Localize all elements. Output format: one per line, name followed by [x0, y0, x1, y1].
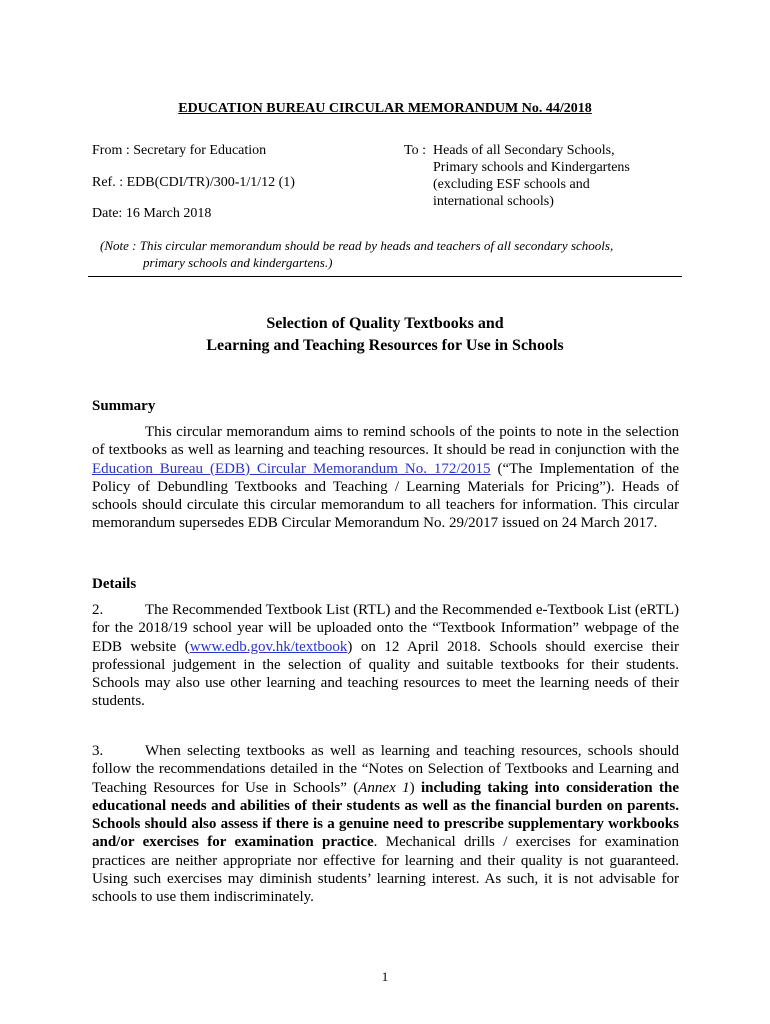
- summary-heading: Summary: [92, 398, 156, 414]
- reading-note: [100, 237, 700, 271]
- to-label: To :: [404, 143, 426, 158]
- header-divider: [88, 276, 682, 277]
- circular-title: EDUCATION BUREAU CIRCULAR MEMORANDUM No. 44/2018: [178, 101, 592, 116]
- summary-paragraph: [92, 423, 679, 533]
- paragraph-3-number: 3.: [92, 743, 104, 759]
- summary-text-1: This circular memorandum aims to remind schools of the points to note in the selection of textbooks as well as learning and teaching resources. It should be read in conjunction with the: [92, 424, 679, 459]
- paragraph-2-number: 2.: [92, 602, 104, 618]
- recipient-line: Primary schools and Kindergartens: [433, 160, 630, 175]
- paragraph-2-text-2: ) on 12 April 2018. Schools should exercise their professional judgement in the selection of quality and suitable textbooks for their students. Schools may also use other learning and teaching resources to meet the learning needs of their students.: [92, 638, 679, 710]
- note-line-1: (Note : This circular memorandum should be read by heads and teachers of all secondary schools,: [100, 238, 614, 253]
- circular-172-2015-link[interactable]: Education Bureau (EDB) Circular Memorandum No. 172/2015: [92, 460, 491, 477]
- paragraph-3: [92, 742, 679, 907]
- paragraph-3-text-3: . Mechanical drills / exercises for examination practices are neither appropriate nor effective for learning and their quality is not guaranteed. Using such exercises may diminish students’ learning interest. As such, it is not advisable for schools to use them indiscriminately.: [92, 834, 679, 906]
- paragraph-3-text-2: ): [409, 779, 421, 796]
- paragraph-3-bold-text: including taking into consideration the educational needs and abilities of their students as well as the financial burden on parents. Schools should also assess if there is a genuine need to prescribe supplementary workbooks and/or exercises for examination practice: [92, 779, 680, 851]
- summary-text-2: (“The Implementation of the Policy of Debundling Textbooks and Teaching / Learning Materials for Pricing”). Heads of schools should circulate this circular memorandum to all teachers for information. This circular memorandum supersedes EDB Circular Memorandum No. 29/2017 issued on 24 March 2017.: [92, 460, 679, 532]
- paragraph-2-text-1: The Recommended Textbook List (RTL) and the Recommended e-Textbook List (eRTL) for the 2018/19 school year will be uploaded onto the “Textbook Information” webpage of the EDB website (: [92, 602, 679, 655]
- recipients-block: [433, 142, 630, 210]
- paragraph-3-text-1: When selecting textbooks as well as learning and teaching resources, schools should follow the recommendations detailed in the “Notes on Selection of Textbooks and Learning and Teaching Resources for Use in Schools” (: [92, 743, 679, 796]
- reference-line: Ref. : EDB(CDI/TR)/300-1/1/12 (1): [92, 175, 295, 190]
- subject-line-1: Selection of Quality Textbooks and: [266, 315, 504, 332]
- details-heading: Details: [92, 576, 137, 592]
- from-line: From : Secretary for Education: [92, 143, 267, 158]
- paragraph-2: [92, 601, 679, 711]
- page-number: 1: [381, 969, 389, 984]
- annex-reference: Annex 1: [358, 779, 410, 796]
- recipient-line: Heads of all Secondary Schools,: [433, 143, 615, 158]
- subject-line-2: Learning and Teaching Resources for Use in Schools: [206, 337, 564, 354]
- note-line-2: primary schools and kindergartens.): [143, 255, 333, 270]
- subject-title: [0, 313, 770, 357]
- date-line: Date: 16 March 2018: [92, 206, 212, 221]
- textbook-website-link[interactable]: www.edb.gov.hk/textbook: [189, 638, 348, 655]
- recipient-line: (excluding ESF schools and: [433, 177, 590, 192]
- recipient-line: international schools): [433, 194, 554, 209]
